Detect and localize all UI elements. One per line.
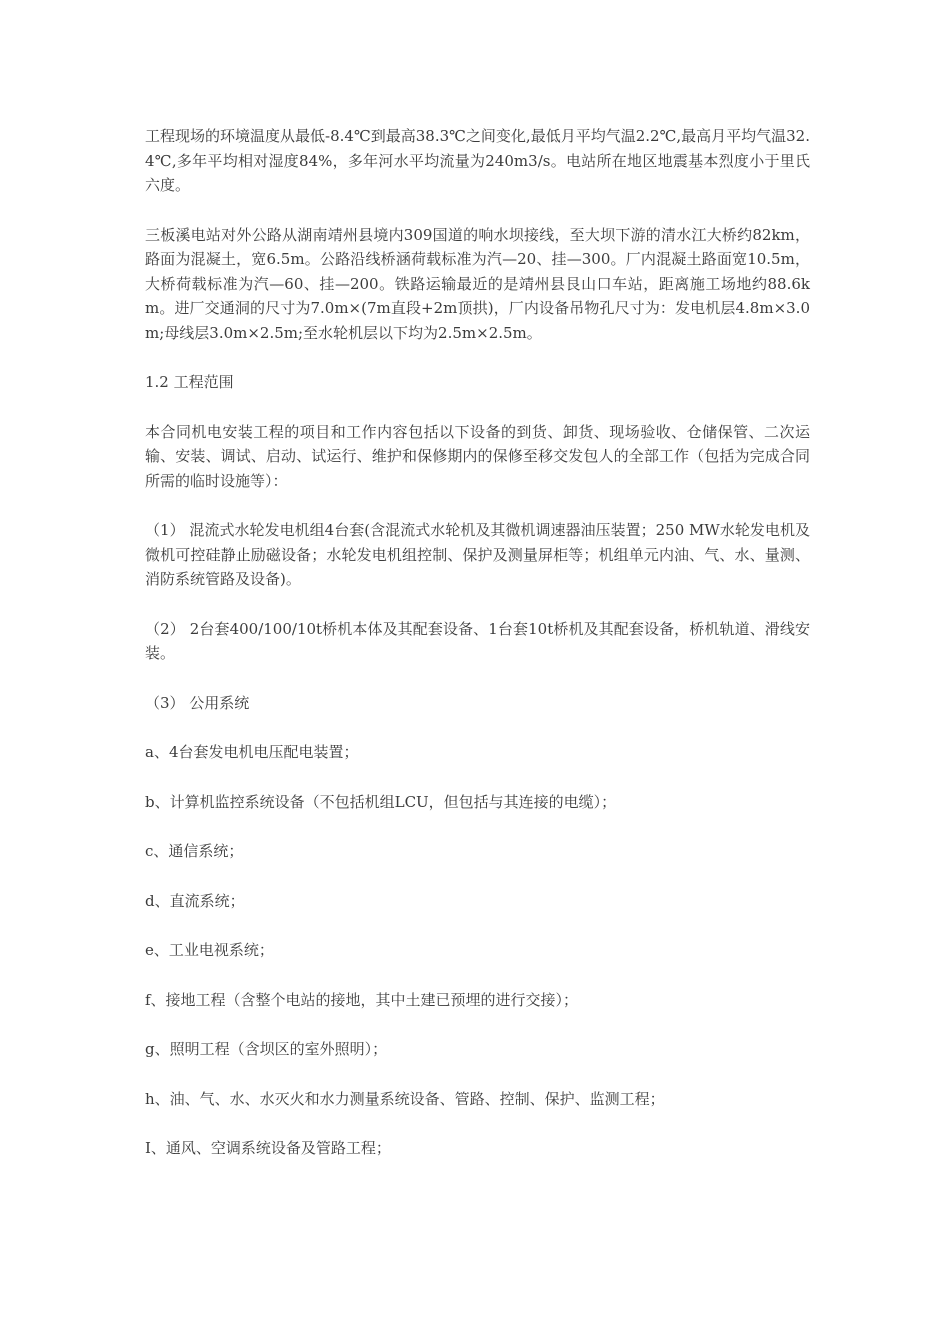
lettered-item-g: g、照明工程（含坝区的室外照明）； [145, 1040, 388, 1058]
lettered-item-b: b、计算机监控系统设备（不包括机组LCU，但包括与其连接的电缆）； [145, 792, 617, 811]
section-heading: 1.2 工程范围 [145, 373, 234, 391]
lettered-item-f: f、接地工程（含整个电站的接地，其中土建已预埋的进行交接）； [145, 990, 579, 1009]
lettered-item-c: c、通信系统； [145, 842, 244, 860]
paragraph-environment: 工程现场的环境温度从最低-8.4℃到最高38.3℃之间变化,最低月平均气温2.2℃,最高月平均气温32.4℃,多年平均相对湿度84%，多年河水平均流量为240m3/s。电站所在地区地震基本烈度小于里氏六度。 [145, 127, 810, 194]
lettered-item-h: h、油、气、水、水灭火和水力测量系统设备、管路、控制、保护、监测工程； [145, 1089, 665, 1108]
numbered-item-2: （2） 2台套400/100/10t桥机本体及其配套设备、1台套10t桥机及其配套设备，桥机轨道、滑线安装。 [145, 619, 810, 662]
lettered-item-i: I、通风、空调系统设备及管路工程； [145, 1139, 391, 1157]
lettered-item-d: d、直流系统； [145, 891, 245, 910]
paragraph-transport: 三板溪电站对外公路从湖南靖州县境内309国道的响水坝接线，至大坝下游的清水江大桥约82km，路面为混凝土，宽6.5m。公路沿线桥涵荷载标准为汽—20、挂—300。厂内混凝土路面宽10.5m，大桥荷载标准为汽—60、挂—200。铁路运输最近的是靖州县艮山口车站，距离施工场地约88.6km。进厂交通洞的尺寸为7.0m×(7m直段+2m顶拱)，厂内设备吊物孔尺寸为：发电机层4.8m×3.0m;母线层3.0m×2.5m;至水轮机层以下均为2.5m×2.5m。 [145, 225, 810, 342]
lettered-item-e: e、工业电视系统； [145, 941, 274, 959]
numbered-item-1: （1） 混流式水轮发电机组4台套(含混流式水轮机及其微机调速器油压装置；250 MW水轮发电机及微机可控硅静止励磁设备；水轮发电机组控制、保护及测量屏柜等；机组单元内油、气、水、量测、消防系统管路及设备)。 [145, 521, 810, 588]
document-body [145, 124, 810, 1186]
paragraph-scope-intro: 本合同机电安装工程的项目和工作内容包括以下设备的到货、卸货、现场验收、仓储保管、二次运输、安装、调试、启动、试运行、维护和保修期内的保修至移交发包人的全部工作（包括为完成合同所需的临时设施等）： [145, 422, 810, 490]
numbered-item-3: （3） 公用系统 [145, 693, 250, 712]
lettered-item-a: a、4台套发电机电压配电装置； [145, 743, 359, 761]
